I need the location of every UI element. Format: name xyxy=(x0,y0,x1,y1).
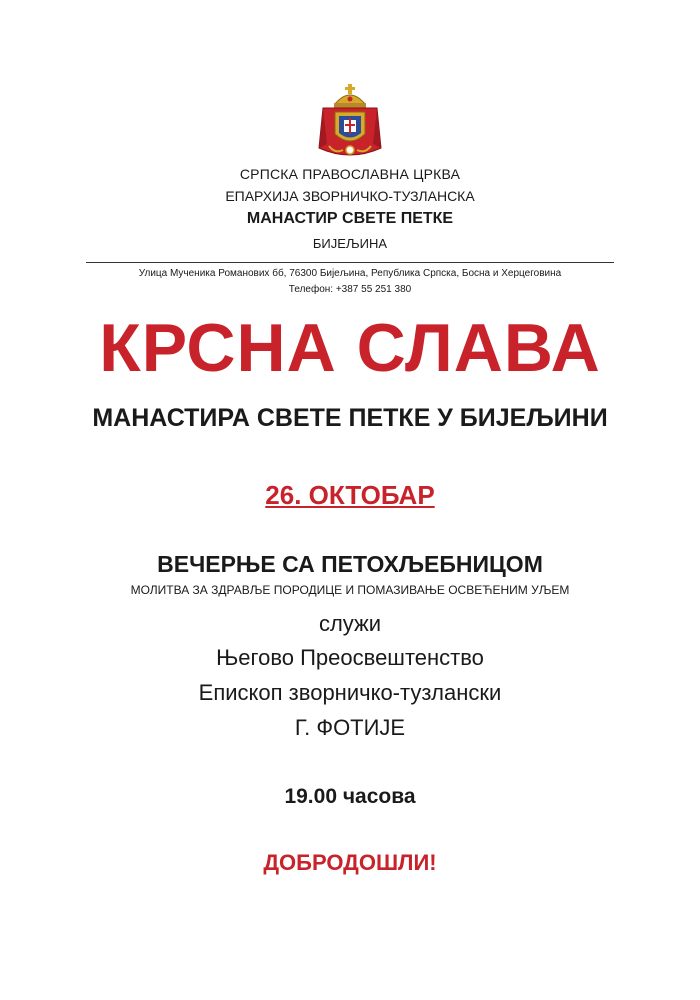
officiant-name: Г. ФОТИЈЕ xyxy=(294,715,406,740)
serves-label: служи xyxy=(318,611,382,636)
church-name: СРПСКА ПРАВОСЛАВНА ЦРКВА xyxy=(239,166,461,182)
orthodox-church-crest-icon xyxy=(315,84,385,160)
page-title: КРСНА СЛАВА xyxy=(99,310,601,386)
page-subtitle: МАНАСТИРА СВЕТЕ ПЕТКЕ У БИЈЕЉИНИ xyxy=(92,404,608,432)
phone-line: Телефон: +387 55 251 380 xyxy=(288,284,412,295)
service-name: ВЕЧЕРЊЕ СА ПЕТОХЉЕБНИЦОМ xyxy=(157,551,543,577)
officiant-title-2: Епископ зворничко-тузлански xyxy=(198,680,502,705)
city-name: БИЈЕЉИНА xyxy=(312,236,388,251)
event-date: 26. ОКТОБАР xyxy=(265,480,435,510)
address-line: Улица Мученика Романових бб, 76300 Бијељина, Република Српска, Босна и Херцеговина xyxy=(138,268,562,279)
welcome-text: ДОБРОДОШЛИ! xyxy=(263,850,437,875)
eparchy-name: ЕПАРХИЈА ЗВОРНИЧКО-ТУЗЛАНСКА xyxy=(225,188,475,204)
monastery-name: МАНАСТИР СВЕТЕ ПЕТКЕ xyxy=(246,210,454,227)
officiant-title-1: Његово Преосвештенство xyxy=(216,645,484,670)
event-time: 19.00 часова xyxy=(284,785,416,808)
header-divider xyxy=(86,262,614,263)
prayer-description: МОЛИТВА ЗА ЗДРАВЉЕ ПОРОДИЦЕ И ПОМАЗИВАЊЕ ОСВЕЋЕНИМ УЉЕМ xyxy=(130,583,570,597)
